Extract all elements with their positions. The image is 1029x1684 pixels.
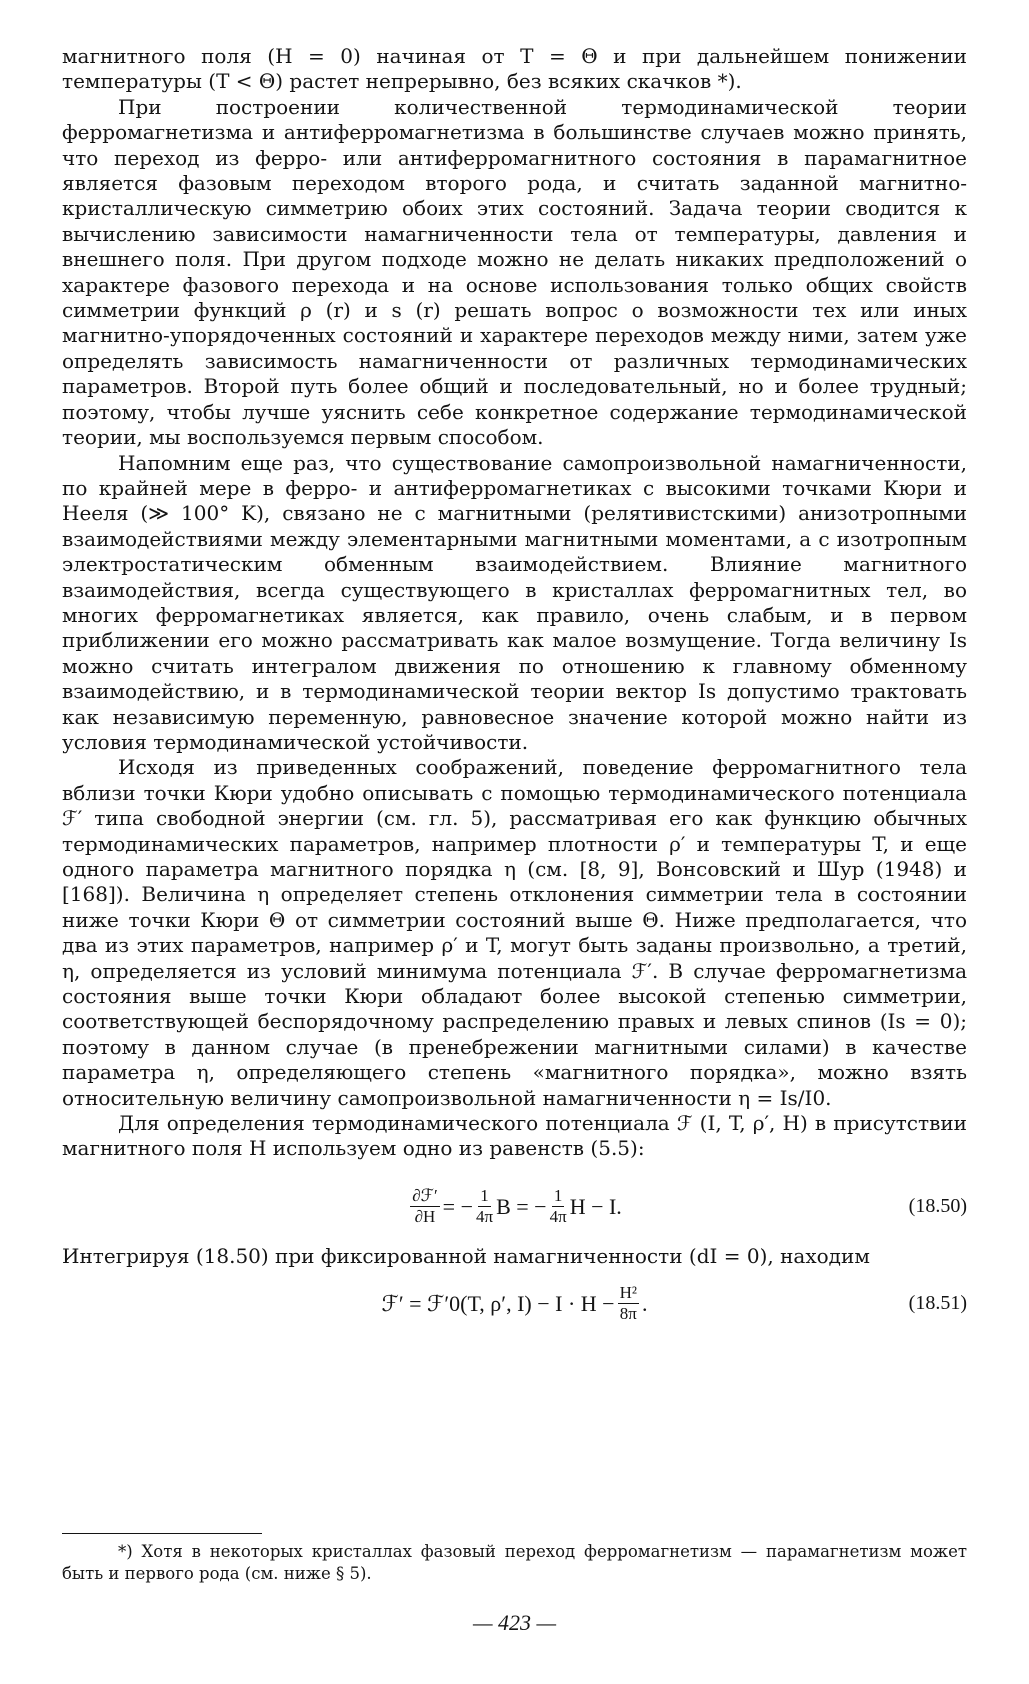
formula-part: H − I. [569, 1194, 622, 1220]
formula-part: ℱ′ = ℱ′0(T, ρ′, I) − I · H − [381, 1290, 615, 1316]
paragraph-exchange-interaction: Напомним еще раз, что существование самопроизвольной намагниченности, по крайней мере в ферро- и антиферромагнетиках с высокими точками Кюри и Нееля (≫ 100° K), связано не с магнитными (релятивистскими) анизотропными взаимодействиями между элементарными магнитными моментами, а с изотропным электростатическим обменным взаимодействием. Влияние магнитного взаимодействия, всегда существующего в кристаллах ферромагнитных тел, во многих ферромагнетиках является, как правило, очень слабым, и в первом приближении его можно рассматривать как малое возмущение. Тогда величину Is можно считать интегралом движения по отношению к главному обменному взаимодействию, и в термодинамической теории вектор Is допустимо трактовать как независимую переменную, равновесное значение которой можно найти из условия термодинамической устойчивости. [62, 450, 967, 754]
fraction-numerator: 1 [553, 1186, 563, 1206]
paragraph-thermodynamic-theory: При построении количественной термодинамической теории ферромагнетизма и антиферромагнетизма в большинстве случаев можно принять, что переход из ферро- или антиферромагнитного состояния в парамагнитное является фазовым переходом второго рода, и считать заданной магнитно-кристаллическую симметрию обоих этих состояний. Задача теории сводится к вычислению зависимости намагниченности тела от температуры, давления и внешнего поля. При другом подходе можно не делать никаких предположений о характере фазового перехода и на основе использования только общих свойств симметрии функций ρ (r) и s (r) решать вопрос о возможности тех или иных магнитно-упорядоченных состояний и характере переходов между ними, затем уже определять зависимость намагниченности от различных термодинамических параметров. Второй путь более общий и последовательный, но и более трудный; поэтому, чтобы лучше уяснить себе конкретное содержание термодинамической теории, мы воспользуемся первым способом. [62, 94, 967, 450]
formula-18-51 [62, 1271, 967, 1335]
fraction-one-over-4pi [550, 1186, 567, 1227]
equation-number: (18.51) [908, 1291, 967, 1314]
formula-part: = − [442, 1194, 473, 1220]
paragraph-continuation: магнитного поля (H = 0) начиная от T = Θ и при дальнейшем понижении температуры (T < Θ) растет непрерывно, без всяких скачков *). [62, 44, 967, 94]
fraction-numerator: 1 [480, 1186, 489, 1206]
fraction-denominator: 4π [549, 1207, 567, 1227]
formula-18-50 [62, 1170, 967, 1244]
fraction-denominator: 8π [619, 1303, 637, 1323]
fraction-denominator: 4π [476, 1207, 494, 1227]
fraction-one-over-4pi [476, 1186, 493, 1227]
page-number: — 423 — [472, 1610, 557, 1635]
fraction-numerator: H² [619, 1282, 637, 1302]
paragraph-potential-definition: Для определения термодинамического потенциала ℱ (I, T, ρ′, H) в присутствии магнитного поля H используем одно из равенств (5.5): [62, 1111, 967, 1161]
footnote: *) Хотя в некоторых кристаллах фазовый переход ферромагнетизм — парамагнетизм может быть и первого рода (см. ниже § 5). [62, 1542, 967, 1583]
fraction-H2-over-8pi [618, 1283, 639, 1324]
equation-number: (18.50) [908, 1195, 967, 1218]
fraction-numerator: ∂ℱ′ [412, 1186, 438, 1206]
formula-part: . [641, 1290, 648, 1316]
fraction-dF-dH [410, 1186, 439, 1227]
footnote-divider [62, 1533, 262, 1534]
formula-part: B = − [496, 1194, 547, 1220]
paragraph-integration: Интегрируя (18.50) при фиксированной намагниченности (dI = 0), находим [62, 1243, 870, 1268]
page-body [62, 44, 967, 1335]
paragraph-curie-point-potential: Исходя из приведенных соображений, поведение ферромагнитного тела вблизи точки Кюри удобно описывать с помощью термодинамического потенциала ℱ′ типа свободной энергии (см. гл. 5), рассматривая его как функцию обычных термодинамических параметров, например плотности ρ′ и температуры T, и еще одного параметра магнитного порядка η (см. [8, 9], Вонсовский и Шур (1948) и [168]). Величина η определяет степень отклонения симметрии тела в состоянии ниже точки Кюри Θ от симметрии состояний выше Θ. Ниже предполагается, что два из этих параметров, например ρ′ и T, могут быть заданы произвольно, а третий, η, определяется из условий минимума потенциала ℱ′. В случае ферромагнетизма состояния выше точки Кюри обладают более высокой степенью симметрии, соответствующей беспорядочному распределению правых и левых спинов (Is = 0); поэтому в данном случае (в пренебрежении магнитными силами) в качестве параметра η, определяющего степень «магнитного порядка», можно взять относительную величину самопроизвольной намагниченности η = Is/I0. [62, 755, 967, 1110]
fraction-denominator: ∂H [414, 1207, 436, 1227]
